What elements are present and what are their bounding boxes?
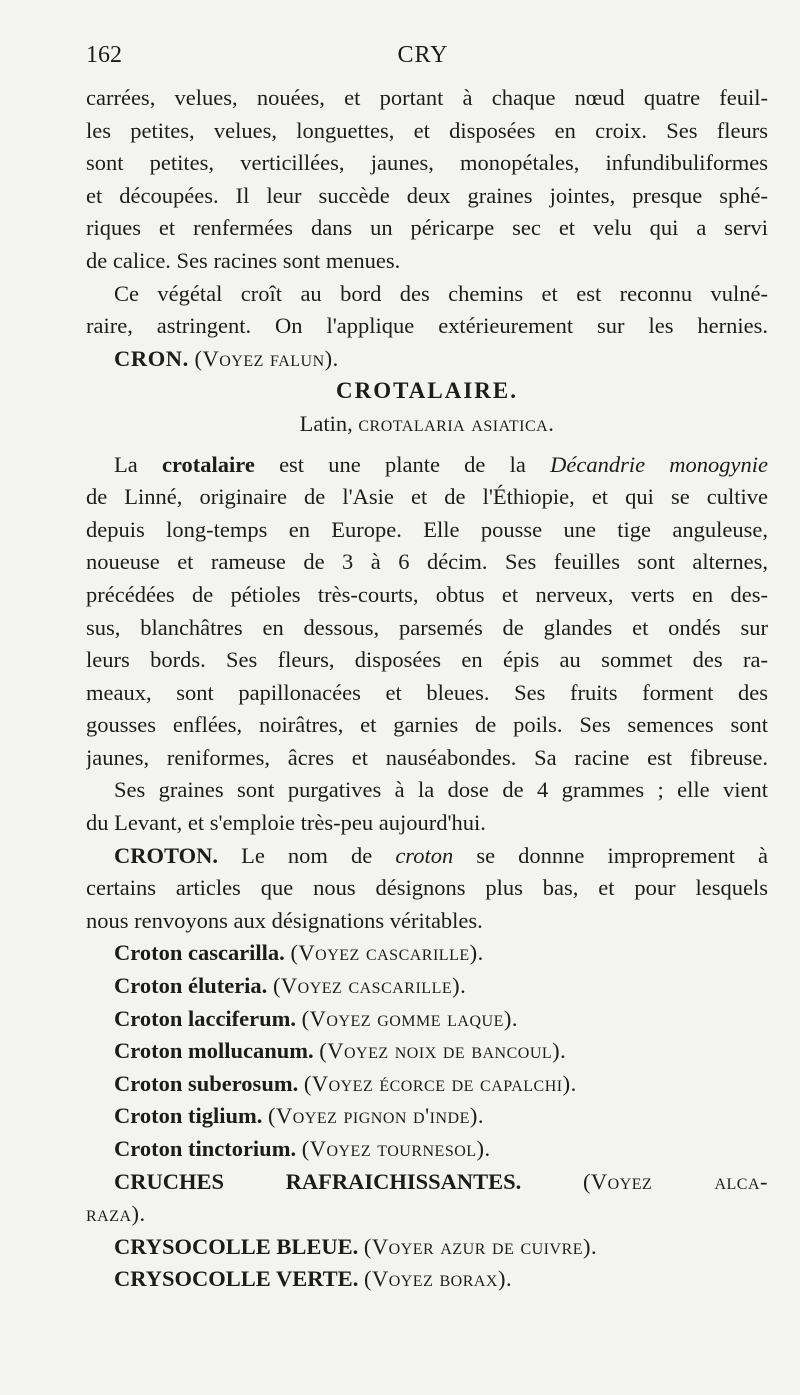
text-line: noueuse et rameuse de 3 à 6 décim. Ses feuilles sont alternes,: [86, 549, 768, 575]
entry-ref: (Voyez falun).: [194, 345, 339, 371]
croton-item: [86, 937, 768, 970]
text-line: gousses enflées, noirâtres, et garnies de poils. Ses semences sont: [86, 712, 768, 738]
text-span: La: [114, 451, 138, 477]
croton-item: [86, 1003, 768, 1036]
entry-term: crotalaire: [161, 451, 255, 477]
entry-term: CRYSOCOLLE VERTE.: [114, 1266, 359, 1292]
text-line: de Linné, originaire de l'Asie et de l'Éthiopie, et qui se cultive: [86, 484, 768, 510]
text-line: du Levant, et s'emploie très-peu aujourd'hui.: [86, 810, 486, 836]
text-span: Le nom de: [241, 842, 373, 868]
entry-ref: (Voyez noix de bancoul).: [319, 1038, 567, 1064]
text-line: et découpées. Il leur succède deux graines jointes, presque sphé-: [86, 182, 768, 208]
text-line: les petites, velues, longuettes, et disposées en croix. Ses fleurs: [86, 117, 768, 143]
page-number: 162: [86, 42, 122, 68]
text-line: leurs bords. Ses fleurs, disposées en épis au sommet des ra-: [86, 647, 768, 673]
entry-crysocolle-verte: [86, 1263, 768, 1296]
latin-line: [86, 408, 768, 441]
entry-term: Croton suberosum.: [114, 1070, 299, 1096]
article-title: CROTALAIRE.: [336, 378, 518, 404]
entry-term: Croton tinctorium.: [114, 1136, 297, 1161]
italic-term: Décandrie monogynie: [550, 451, 768, 477]
entry-term: Croton lacciferum.: [114, 1005, 297, 1031]
entry-term: Croton mollucanum.: [114, 1038, 314, 1064]
entry-term: Croton cascarilla.: [114, 940, 285, 966]
entry-ref: (Voyez écorce de capalchi).: [303, 1070, 577, 1096]
entry-ref: (Voyez gomme laque).: [301, 1005, 518, 1031]
running-head: CRY: [397, 42, 449, 68]
text-line: sus, blanchâtres en dessous, parsemés de glandes et ondés sur: [86, 614, 768, 640]
paragraph-first-line: [86, 449, 768, 482]
latin-prefix: Latin,: [299, 410, 353, 436]
croton-item: [86, 1035, 768, 1068]
text-line: nous renvoyons aux désignations véritables.: [86, 907, 483, 933]
entry-term: CROTON.: [114, 842, 218, 868]
entry-crysocolle-bleue: [86, 1231, 768, 1264]
text-line: sont petites, verticillées, jaunes, monopétales, infundibuliformes: [86, 150, 768, 176]
text-line: de calice. Ses racines sont menues.: [86, 247, 401, 273]
latin-name: crotalaria asiatica.: [358, 410, 555, 436]
page-body: [86, 82, 768, 1296]
entry-cron: [86, 343, 768, 376]
text-span: est une plante de la: [279, 451, 526, 477]
text-line: meaux, sont papillonacées et bleues. Ses fruits forment des: [86, 679, 768, 705]
page-header: [86, 42, 760, 78]
croton-item: [86, 1068, 768, 1101]
text-line: jaunes, reniformes, âcres et nauséabondes. Sa racine est fibreuse.: [86, 744, 768, 770]
text-line: carrées, velues, nouées, et portant à chaque nœud quatre feuil-: [86, 85, 768, 110]
text-line: précédées de pétioles très-courts, obtus et nerveux, verts en des-: [86, 581, 768, 607]
text-line: depuis long-temps en Europe. Elle pousse une tige anguleuse,: [86, 516, 768, 542]
text-line: riques et renfermées dans un péricarpe sec et velu qui a servi: [86, 215, 768, 241]
entry-term: CRYSOCOLLE BLEUE.: [114, 1233, 359, 1259]
entry-term: Croton éluteria.: [114, 973, 268, 999]
entry-ref: (Voyez borax).: [363, 1266, 513, 1292]
text-line: certains articles que nous désignons plus bas, et pour lesquels: [86, 875, 768, 901]
entry-ref: (Voyez tournesol).: [301, 1136, 491, 1161]
text-line: Ce végétal croît au bord des chemins et est reconnu vulné-: [114, 280, 768, 306]
entry-term: Croton tiglium.: [114, 1103, 263, 1129]
entry-ref: (Voyez cascarille).: [272, 973, 467, 999]
text-line: raza).: [86, 1201, 146, 1227]
entry-term: CRUCHES RAFRAICHISSANTES.: [114, 1168, 522, 1194]
entry-croton: [86, 840, 768, 873]
entry-ref: (Voyez cascarille).: [290, 940, 484, 966]
entry-cruches: [86, 1166, 768, 1199]
entry-ref: (Voyez pignon d'inde).: [267, 1103, 484, 1129]
entry-term: CRON.: [114, 345, 189, 371]
italic-term: croton: [395, 842, 454, 868]
text-line: Ses graines sont purgatives à la dose de 4 grammes ; elle vient: [114, 777, 768, 803]
croton-item: [86, 970, 768, 1003]
croton-item: [86, 1100, 768, 1133]
text-span: se donnne improprement à: [476, 842, 768, 868]
entry-ref: (Voyez alca-: [582, 1168, 768, 1194]
entry-ref: (Voyer azur de cuivre).: [363, 1233, 598, 1259]
croton-item: [86, 1133, 768, 1166]
text-line: raire, astringent. On l'applique extérieurement sur les hernies.: [86, 313, 768, 339]
